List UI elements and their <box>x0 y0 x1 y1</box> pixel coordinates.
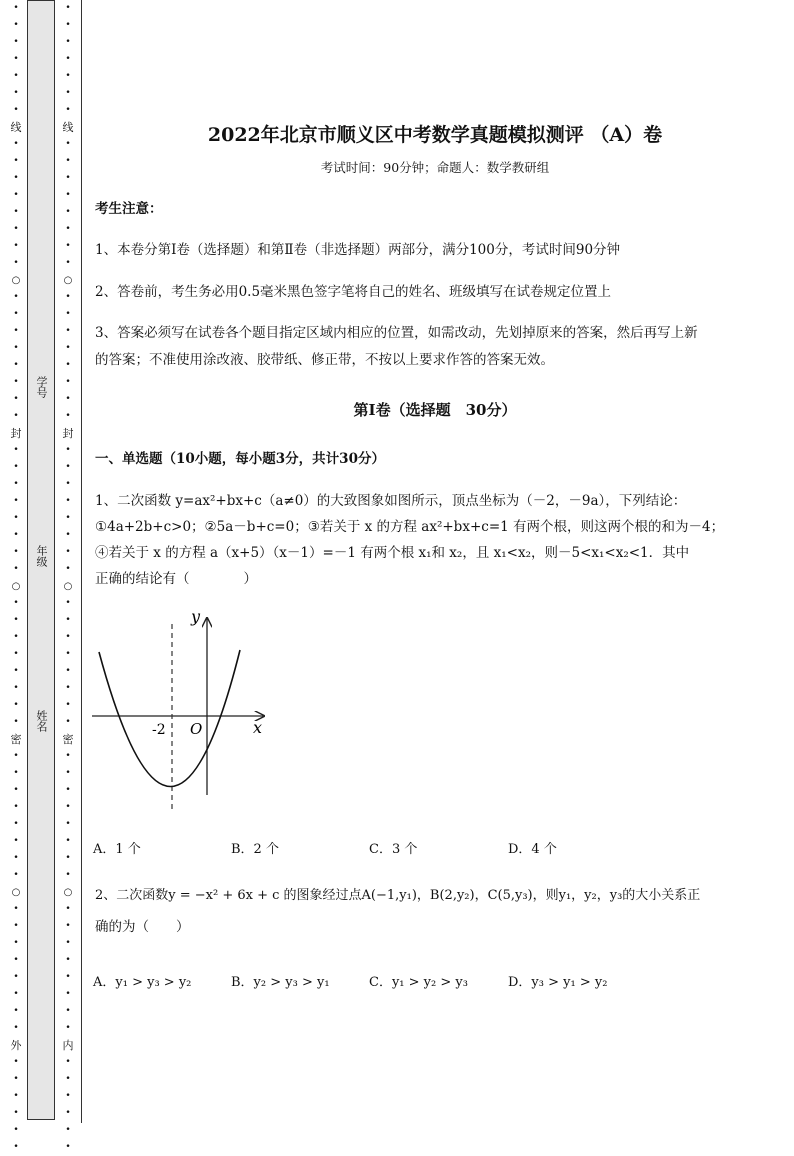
parabola-curve <box>99 650 240 787</box>
margin-label-nei: 内 <box>62 1039 74 1052</box>
outer-dot-column: • • • • • • • 线 • • • • • • • • ○ • • • • • • • • 封 • • • • • • • • ○ • • • • • • • • 密 • • • • • • • • ○ • • • • • • • • 外 • • • • • • <box>10 3 22 1152</box>
binding-rule <box>81 0 82 1123</box>
tick-label-minus-2: -2 <box>152 722 166 738</box>
margin-label-xian-outer: 线 <box>10 121 22 134</box>
margin-label-feng-outer: 封 <box>10 427 22 440</box>
field-student-id-label: 学号 <box>35 376 48 398</box>
origin-label: O <box>190 720 203 738</box>
margin-label-mi-outer: 密 <box>10 733 22 746</box>
margin-label-wai: 外 <box>10 1039 22 1052</box>
field-student-id <box>34 376 48 402</box>
binding-circle: ○ <box>11 581 21 592</box>
margin-label-xian-inner: 线 <box>62 121 74 134</box>
q1-option-b[interactable]: B．2 个 <box>231 842 279 857</box>
field-grade <box>34 545 48 571</box>
q1-option-a[interactable]: A．1 个 <box>93 842 141 857</box>
notice-item-1: 1、本卷分第I卷（选择题）和第Ⅱ卷（非选择题）两部分，满分100分，考试时间90分钟 <box>95 242 621 258</box>
q1-option-c[interactable]: C．3 个 <box>369 842 418 857</box>
binding-circle: ○ <box>11 275 21 286</box>
q1-line-1: 1、二次函数 y=ax²+bx+c（a≠0）的大致图象如图所示，顶点坐标为（－2，－9a），下列结论： <box>95 493 687 509</box>
margin-label-mi-inner: 密 <box>62 733 74 746</box>
page-title: 2022年北京市顺义区中考数学真题模拟测评 （A）卷 <box>207 124 663 146</box>
q1-parabola-figure <box>88 600 273 818</box>
q2-option-d[interactable]: D．y₃ > y₁ > y₂ <box>508 975 608 990</box>
notice-heading: 考生注意： <box>95 201 163 217</box>
q2-line-1: 2、二次函数y = −x² + 6x + c 的图象经过点A(−1,y₁)，B(2,y₂)，C(5,y₃)，则y₁，y₂，y₃的大小关系正 <box>95 888 701 903</box>
binding-circle: ○ <box>63 887 73 898</box>
q1-line-3: ④若关于 x 的方程 a（x+5）（x－1）=－1 有两个根 x₁和 x₂，且 x₁<x₂，则－5<x₁<x₂<1．其中 <box>95 545 690 561</box>
notice-item-3: 3、答案必须写在试卷各个题目指定区域内相应的位置，如需改动，先划掉原来的答案，然后再写上新 <box>95 325 698 341</box>
margin-label-feng-inner: 封 <box>62 427 74 440</box>
q2-option-b[interactable]: B．y₂ > y₃ > y₁ <box>231 975 330 990</box>
field-name-label: 姓名 <box>35 710 48 732</box>
notice-item-3-cont: 的答案；不准使用涂改液、胶带纸、修正带，不按以上要求作答的答案无效。 <box>95 352 554 368</box>
binding-circle: ○ <box>11 887 21 898</box>
x-axis-label: x <box>253 718 263 737</box>
q1-line-2: ①4a+2b+c>0；②5a－b+c=0；③若关于 x 的方程 ax²+bx+c=1 有两个根，则这两个根的和为－4； <box>95 519 725 535</box>
binding-circle: ○ <box>63 581 73 592</box>
q1-line-4: 正确的结论有（ ） <box>95 571 257 587</box>
field-grade-label: 年级 <box>35 545 48 567</box>
section-title: 第I卷（选择题 30分） <box>353 401 517 419</box>
binding-circle: ○ <box>63 275 73 286</box>
field-name <box>34 710 48 736</box>
inner-dot-column: • • • • • • • 线 • • • • • • • • ○ • • • • • • • • 封 • • • • • • • • ○ • • • • • • • • 密 • • • • • • • • ○ • • • • • • • • 内 • • • • • • <box>62 3 74 1152</box>
notice-item-2: 2、答卷前，考生务必用0.5毫米黑色签字笔将自己的姓名、班级填写在试卷规定位置上 <box>95 284 612 300</box>
q2-option-a[interactable]: A．y₁ > y₃ > y₂ <box>93 975 192 990</box>
q2-option-c[interactable]: C．y₁ > y₂ > y₃ <box>369 975 468 990</box>
part-heading: 一、单选题（10小题，每小题3分，共计30分） <box>95 451 385 467</box>
exam-info: 考试时间：90分钟；命题人：数学教研组 <box>320 160 550 175</box>
q1-option-d[interactable]: D．4 个 <box>508 842 557 857</box>
y-axis-label: y <box>191 607 201 626</box>
q2-line-2: 确的为（ ） <box>95 919 190 935</box>
